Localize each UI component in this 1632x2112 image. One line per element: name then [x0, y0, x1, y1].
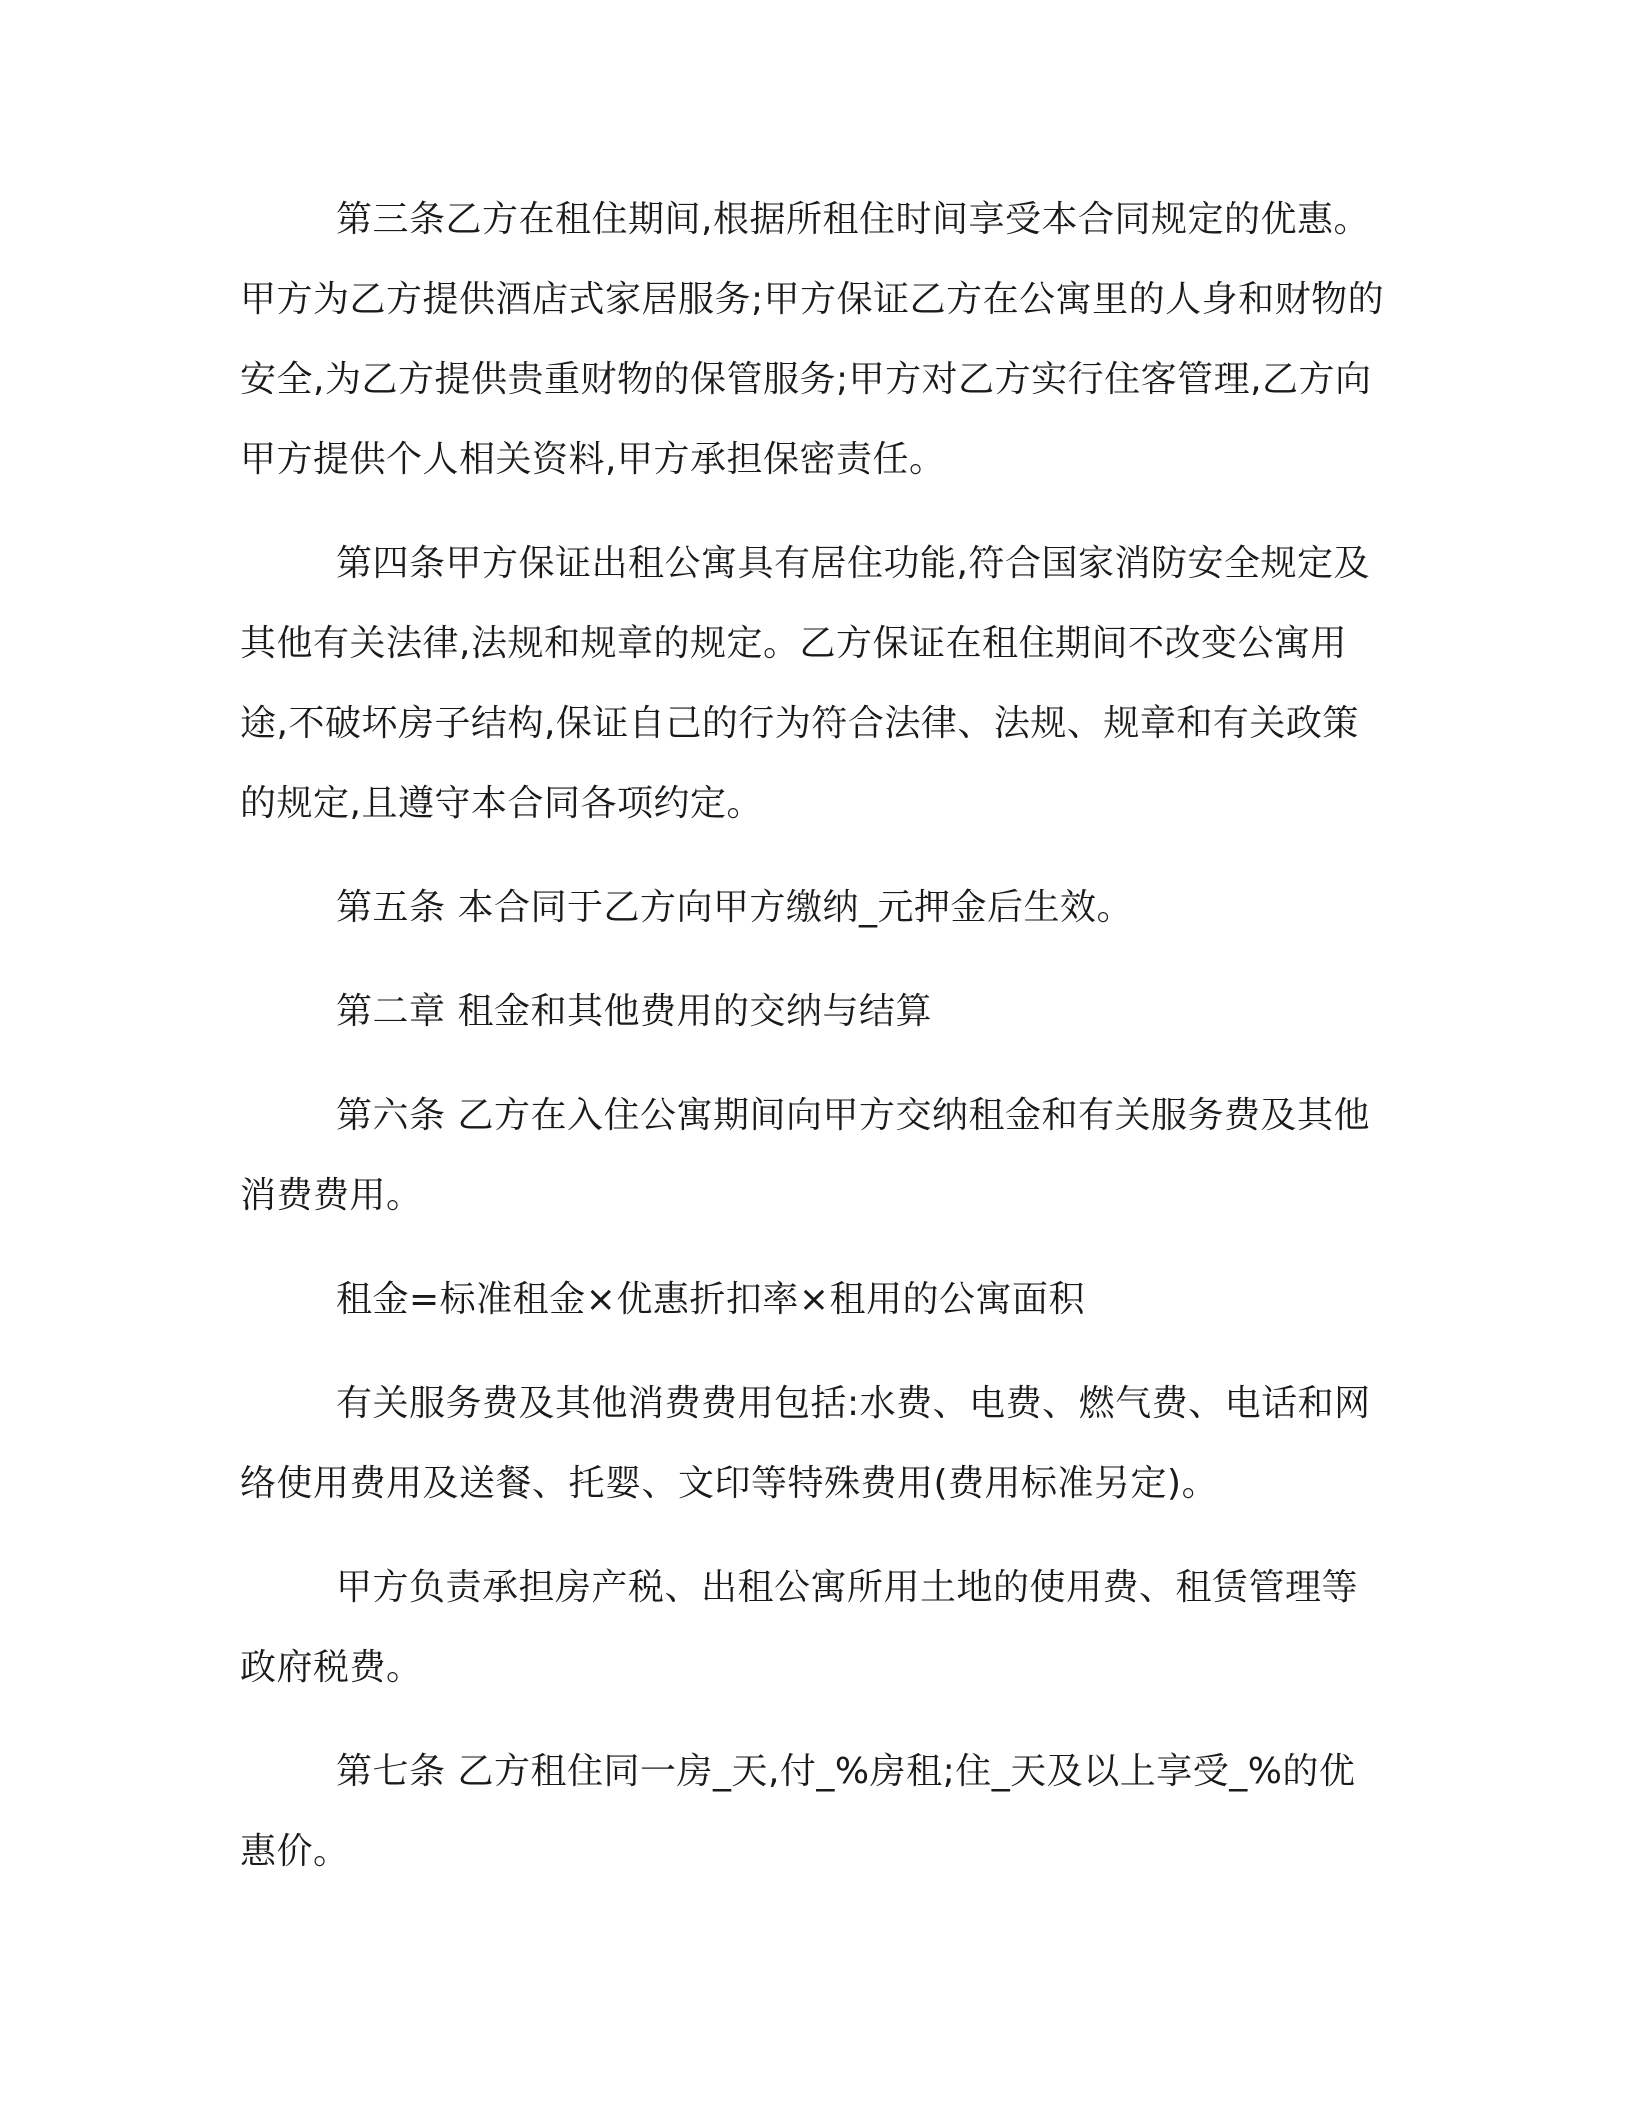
taxes-paragraph: 甲方负责承担房产税、出租公寓所用土地的使用费、租赁管理等政府税费。 — [240, 1567, 1359, 1688]
chapter-2-heading: 第二章 租金和其他费用的交纳与结算 — [336, 991, 932, 1032]
clause-5-paragraph: 第五条 本合同于乙方向甲方缴纳_元押金后生效。 — [336, 887, 1133, 928]
rent-formula-paragraph: 租金=标准租金×优惠折扣率×租用的公寓面积 — [336, 1279, 1085, 1320]
clause-7-paragraph: 第七条 乙方租住同一房_天,付_%房租;住_天及以上享受_%的优惠价。 — [240, 1751, 1356, 1872]
document-page — [240, 180, 1390, 1916]
clause-3-paragraph: 第三条乙方在租住期间,根据所租住时间享受本合同规定的优惠。甲方为乙方提供酒店式家居服务;甲方保证乙方在公寓里的人身和财物的安全,为乙方提供贵重财物的保管服务;甲方对乙方实行住客管理,乙方向甲方提供个人相关资料,甲方承担保密责任。 — [240, 199, 1385, 480]
clause-4-paragraph: 第四条甲方保证出租公寓具有居住功能,符合国家消防安全规定及其他有关法律,法规和规章的规定。乙方保证在租住期间不改变公寓用途,不破坏房子结构,保证自己的行为符合法律、法规、规章和有关政策的规定,且遵守本合同各项约定。 — [240, 543, 1370, 824]
service-fees-paragraph: 有关服务费及其他消费费用包括:水费、电费、燃气费、电话和网络使用费用及送餐、托婴、文印等特殊费用(费用标准另定)。 — [240, 1383, 1371, 1504]
clause-6-paragraph: 第六条 乙方在入住公寓期间向甲方交纳租金和有关服务费及其他消费费用。 — [240, 1095, 1370, 1216]
